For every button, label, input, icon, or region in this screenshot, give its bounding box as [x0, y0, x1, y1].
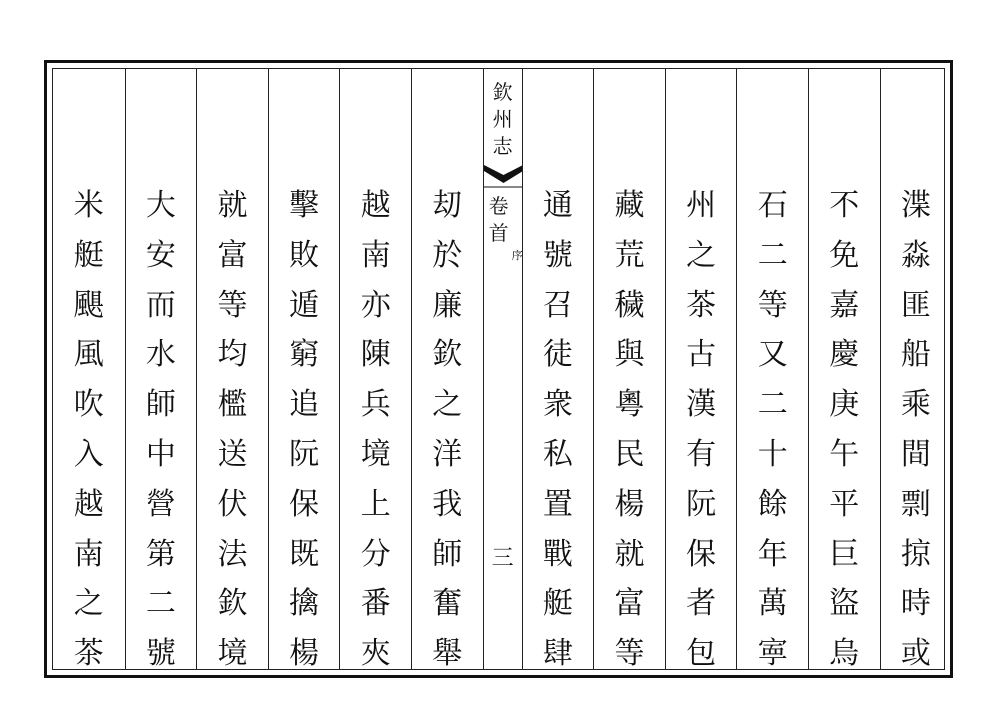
title-character: 志	[492, 134, 513, 158]
character: 阮	[686, 486, 717, 522]
character: 不	[829, 188, 860, 223]
fish-tail-mark-icon	[484, 161, 523, 191]
text-column	[880, 69, 952, 672]
character: 者	[686, 586, 717, 622]
character: 我	[432, 486, 463, 522]
column-text	[126, 181, 197, 679]
text-column	[411, 69, 483, 672]
character: 水	[145, 337, 176, 373]
character: 茶	[686, 287, 717, 323]
column-text	[269, 181, 340, 679]
character: 等	[757, 287, 788, 323]
character: 追	[289, 387, 320, 423]
character: 漢	[686, 387, 717, 423]
character: 檻	[217, 387, 248, 423]
character: 刧	[432, 188, 463, 223]
volume-character: 卷	[488, 194, 509, 218]
text-column	[593, 69, 665, 672]
character: 送	[217, 436, 248, 472]
character: 渫	[900, 188, 931, 223]
column-text	[53, 181, 125, 679]
character: 颶	[73, 287, 104, 323]
character: 衆	[542, 387, 573, 423]
character: 保	[686, 536, 717, 572]
character: 茶	[73, 636, 104, 672]
character: 風	[73, 337, 104, 373]
character: 奮	[432, 586, 463, 622]
column-text	[197, 181, 268, 679]
character: 米	[73, 188, 104, 223]
character: 之	[73, 586, 104, 622]
character: 等	[614, 636, 645, 672]
title-character: 州	[492, 107, 513, 131]
character: 之	[432, 387, 463, 423]
text-column	[736, 69, 808, 672]
character: 富	[217, 237, 248, 273]
column-text	[737, 181, 808, 679]
character: 廉	[432, 287, 463, 323]
character: 戰	[542, 536, 573, 572]
column-text	[412, 181, 483, 679]
volume-label	[484, 193, 514, 247]
column-text	[594, 181, 665, 679]
character: 境	[217, 636, 248, 672]
character: 南	[73, 536, 104, 572]
character: 置	[542, 486, 573, 522]
character: 年	[757, 536, 788, 572]
column-text	[340, 181, 411, 679]
character: 盜	[829, 586, 860, 622]
character: 船	[900, 337, 931, 373]
character: 入	[73, 436, 104, 472]
character: 第	[145, 536, 176, 572]
title-character: 欽	[492, 80, 513, 104]
character: 等	[217, 287, 248, 323]
character: 亦	[360, 287, 391, 323]
character: 楊	[289, 636, 320, 672]
character: 既	[289, 536, 320, 572]
character: 擊	[289, 188, 320, 223]
character: 烏	[829, 636, 860, 672]
character: 十	[757, 436, 788, 472]
character: 遁	[289, 287, 320, 323]
character: 營	[145, 486, 176, 522]
character: 平	[829, 486, 860, 522]
character: 境	[360, 436, 391, 472]
character: 舉	[432, 636, 463, 672]
book-title	[484, 79, 522, 160]
character: 或	[900, 636, 931, 672]
character: 召	[542, 287, 573, 323]
character: 窮	[289, 337, 320, 373]
character: 號	[542, 237, 573, 273]
character: 分	[360, 536, 391, 572]
character: 二	[145, 586, 176, 622]
character: 保	[289, 486, 320, 522]
character: 欽	[432, 337, 463, 373]
character: 通	[542, 188, 573, 223]
page-frame	[52, 68, 945, 670]
text-column	[665, 69, 737, 672]
column-text	[881, 181, 952, 679]
center-fold-column	[483, 69, 522, 669]
text-column	[53, 69, 125, 672]
character: 慶	[829, 337, 860, 373]
text-column	[339, 69, 411, 672]
character: 就	[217, 188, 248, 223]
character: 大	[145, 188, 176, 223]
character: 於	[432, 237, 463, 273]
character: 徒	[542, 337, 573, 373]
section-label: 序	[511, 249, 523, 262]
character: 伏	[217, 486, 248, 522]
character: 寕	[757, 636, 788, 672]
character: 嘉	[829, 287, 860, 323]
character: 號	[145, 636, 176, 672]
character: 富	[614, 586, 645, 622]
character: 二	[757, 387, 788, 423]
text-column	[196, 69, 268, 672]
character: 餘	[757, 486, 788, 522]
character: 阮	[289, 436, 320, 472]
character: 穢	[614, 287, 645, 323]
character: 而	[145, 287, 176, 323]
character: 吹	[73, 387, 104, 423]
text-column	[125, 69, 197, 672]
character: 州	[686, 188, 717, 223]
column-text	[809, 181, 880, 679]
character: 剽	[900, 486, 931, 522]
character: 庚	[829, 387, 860, 423]
character: 時	[900, 586, 931, 622]
character: 匪	[900, 287, 931, 323]
character: 上	[360, 486, 391, 522]
character: 中	[145, 436, 176, 472]
character: 師	[145, 387, 176, 423]
character: 石	[757, 188, 788, 223]
character: 藏	[614, 188, 645, 223]
character: 粵	[614, 387, 645, 423]
character: 包	[686, 636, 717, 672]
character: 洋	[432, 436, 463, 472]
character: 艇	[73, 237, 104, 273]
character: 萬	[757, 586, 788, 622]
character: 安	[145, 237, 176, 273]
character: 掠	[900, 536, 931, 572]
character: 番	[360, 586, 391, 622]
character: 法	[217, 536, 248, 572]
character: 陳	[360, 337, 391, 373]
column-text	[523, 181, 594, 679]
character: 均	[217, 337, 248, 373]
character: 乘	[900, 387, 931, 423]
character: 免	[829, 237, 860, 273]
book-page	[44, 60, 953, 678]
volume-character: 首	[488, 221, 509, 245]
character: 艇	[542, 586, 573, 622]
character: 師	[432, 536, 463, 572]
character: 與	[614, 337, 645, 373]
character: 有	[686, 436, 717, 472]
character: 民	[614, 436, 645, 472]
column-text	[666, 181, 737, 679]
character: 又	[757, 337, 788, 373]
character: 敗	[289, 237, 320, 273]
character: 兵	[360, 387, 391, 423]
text-column	[522, 69, 594, 672]
character: 越	[360, 188, 391, 223]
character: 古	[686, 337, 717, 373]
character: 午	[829, 436, 860, 472]
text-column	[268, 69, 340, 672]
character: 淼	[900, 237, 931, 273]
character: 肆	[542, 636, 573, 672]
character: 私	[542, 436, 573, 472]
text-column	[808, 69, 880, 672]
character: 越	[73, 486, 104, 522]
character: 欽	[217, 586, 248, 622]
character: 二	[757, 237, 788, 273]
character: 楊	[614, 486, 645, 522]
character: 巨	[829, 536, 860, 572]
character: 之	[686, 237, 717, 273]
character: 間	[900, 436, 931, 472]
character: 夾	[360, 636, 391, 672]
character: 南	[360, 237, 391, 273]
character: 就	[614, 536, 645, 572]
character: 擒	[289, 586, 320, 622]
character: 荒	[614, 237, 645, 273]
page-number: 三	[491, 546, 514, 571]
